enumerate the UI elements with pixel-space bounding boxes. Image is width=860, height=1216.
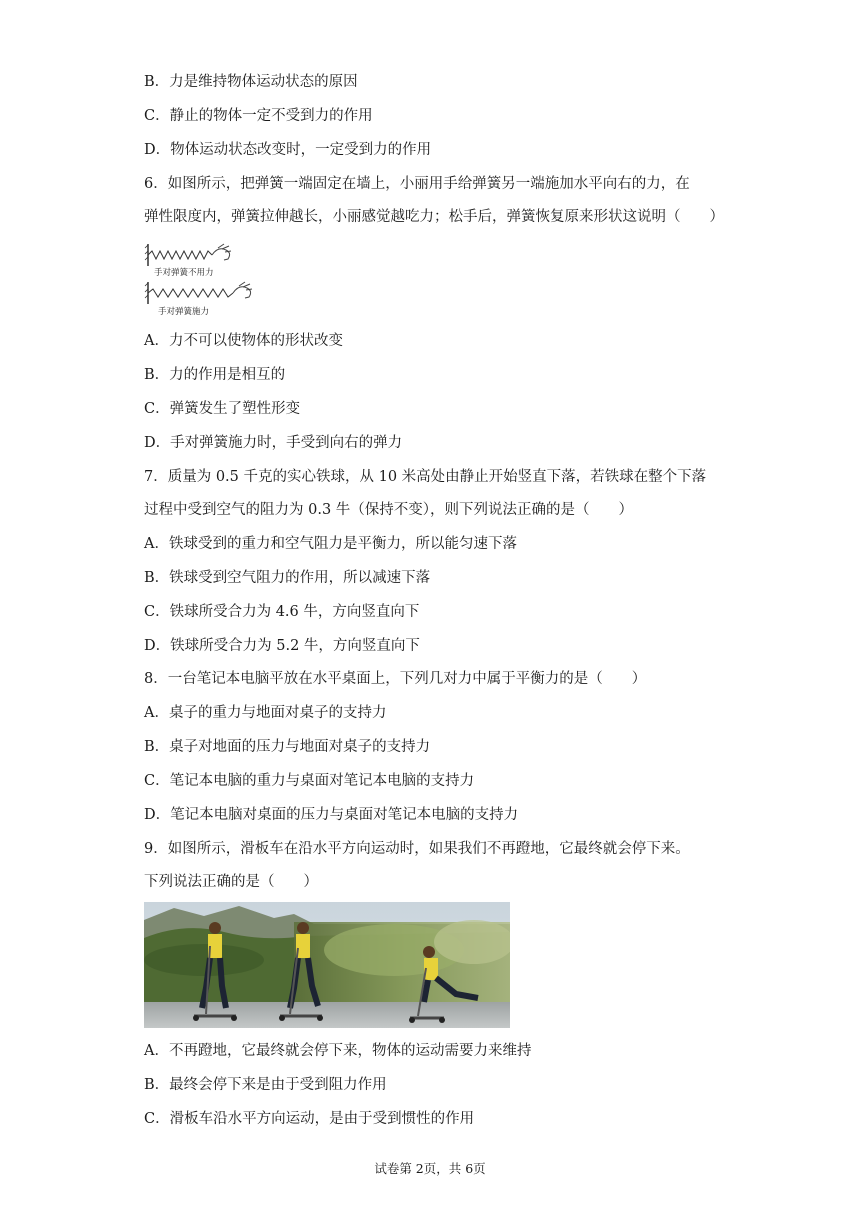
q6-option-a: A．力不可以使物体的形状改变 <box>144 333 343 349</box>
spring-caption-stretched: 手对弹簧施力 <box>158 306 210 316</box>
q5-option-c: C．静止的物体一定不受到力的作用 <box>144 108 373 124</box>
q6-option-d: D．手对弹簧施力时，手受到向右的弹力 <box>144 435 403 451</box>
q5-option-b: B．力是维持物体运动状态的原因 <box>144 74 358 90</box>
q7-option-a: A．铁球受到的重力和空气阻力是平衡力，所以能匀速下落 <box>144 536 517 552</box>
q9-option-b: B．最终会停下来是由于受到阻力作用 <box>144 1077 387 1093</box>
q8-stem: 8．一台笔记本电脑平放在水平桌面上，下列几对力中属于平衡力的是（ ） <box>144 671 647 687</box>
q5-option-d: D．物体运动状态改变时，一定受到力的作用 <box>144 142 432 158</box>
page-footer: 试卷第 2页，共 6页 <box>374 1161 486 1176</box>
spring-caption-relaxed: 手对弹簧不用力 <box>154 267 214 277</box>
q9-option-a: A．不再蹬地，它最终就会停下来，物体的运动需要力来维持 <box>144 1043 532 1059</box>
q6-option-c: C．弹簧发生了塑性形变 <box>144 401 301 417</box>
q7-option-c: C．铁球所受合力为 4.6 牛，方向竖直向下 <box>144 604 420 620</box>
q9-stem-line1: 9．如图所示，滑板车在沿水平方向运动时，如果我们不再蹬地，它最终就会停下来。 <box>144 841 690 857</box>
q8-option-d: D．笔记本电脑对桌面的压力与桌面对笔记本电脑的支持力 <box>144 807 519 823</box>
q7-option-b: B．铁球受到空气阻力的作用，所以减速下落 <box>144 570 431 586</box>
spring-stretched-diagram <box>145 282 252 304</box>
q9-option-c: C．滑板车沿水平方向运动，是由于受到惯性的作用 <box>144 1111 475 1127</box>
q9-stem-line2: 下列说法正确的是（ ） <box>144 874 318 890</box>
scooter-photo <box>144 902 510 1028</box>
spring-relaxed-diagram <box>145 244 231 266</box>
q7-stem-line2: 过程中受到空气的阻力为 0.3 牛（保持不变），则下列说法正确的是（ ） <box>144 502 634 518</box>
q8-option-a: A．桌子的重力与地面对桌子的支持力 <box>144 705 387 721</box>
q6-option-b: B．力的作用是相互的 <box>144 367 286 383</box>
q8-option-b: B．桌子对地面的压力与地面对桌子的支持力 <box>144 739 431 755</box>
q8-option-c: C．笔记本电脑的重力与桌面对笔记本电脑的支持力 <box>144 773 475 789</box>
q6-stem-line2: 弹性限度内，弹簧拉伸越长，小丽感觉越吃力；松手后，弹簧恢复原来形状这说明（ ） <box>144 209 724 225</box>
q7-stem-line1: 7．质量为 0.5 千克的实心铁球，从 10 米高处由静止开始竖直下落，若铁球在整个下落 <box>144 469 707 485</box>
q6-stem-line1: 6．如图所示，把弹簧一端固定在墙上，小丽用手给弹簧另一端施加水平向右的力，在 <box>144 176 690 192</box>
q7-option-d: D．铁球所受合力为 5.2 牛，方向竖直向下 <box>144 638 420 654</box>
spring-figure <box>144 242 264 316</box>
